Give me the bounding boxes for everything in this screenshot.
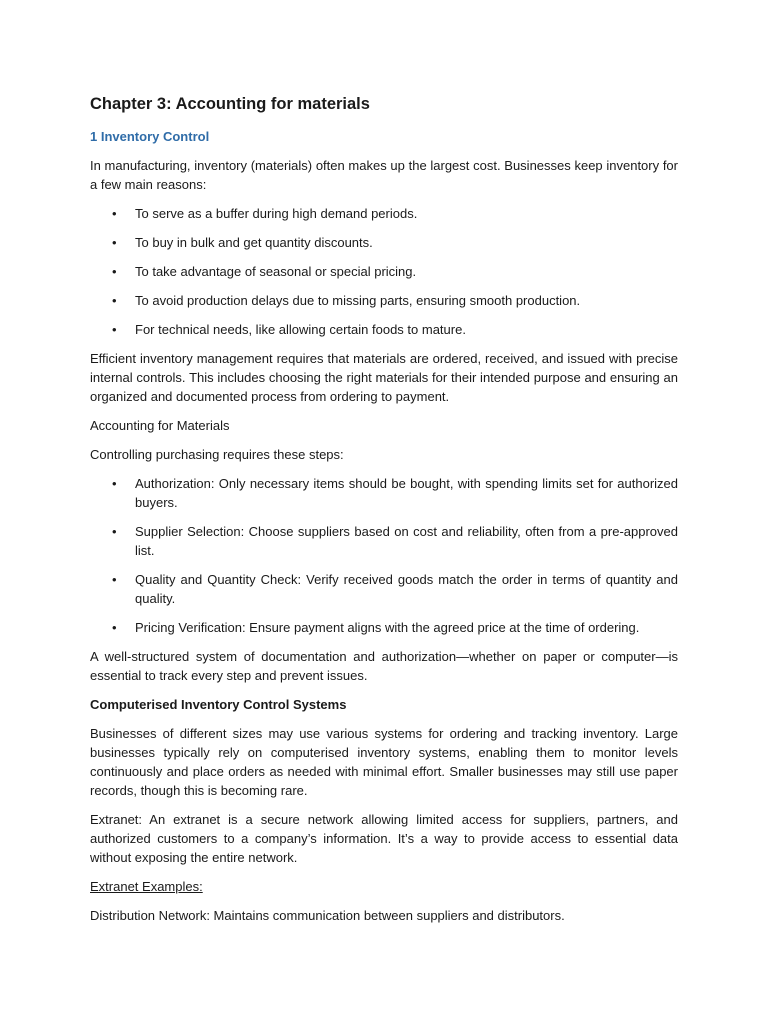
intro-paragraph: In manufacturing, inventory (materials) often makes up the largest cost. Businesses keep inventory for a few main reasons: <box>90 158 678 192</box>
bullet-icon: • <box>112 293 117 308</box>
list-item <box>90 522 678 560</box>
document-page <box>90 92 678 935</box>
extranet-examples-label: Extranet Examples: <box>90 879 203 894</box>
list-item-text: Pricing Verification: Ensure payment aligns with the agreed price at the time of ordering. <box>135 620 640 635</box>
list-item-text: To serve as a buffer during high demand periods. <box>135 206 418 221</box>
controlling-paragraph: Controlling purchasing requires these steps: <box>90 447 344 462</box>
list-item-text: To take advantage of seasonal or special pricing. <box>135 264 417 279</box>
list-item-text: Authorization: Only necessary items should be bought, with spending limits set for authorized buyers. <box>135 476 678 510</box>
bullet-icon: • <box>112 235 117 250</box>
list-item <box>90 618 678 637</box>
list-item-text: To avoid production delays due to missing parts, ensuring smooth production. <box>135 293 581 308</box>
list-item <box>90 204 678 223</box>
efficient-paragraph: Efficient inventory management requires that materials are ordered, received, and issued with precise internal controls. This includes choosing the right materials for their intended purpose and ensuring an organized and documented process from ordering to payment. <box>90 351 678 404</box>
extranet-paragraph: Extranet: An extranet is a secure network allowing limited access for suppliers, partners, and authorized customers to a company’s information. It’s a way to provide access to essential data without exposing the entire network. <box>90 812 678 865</box>
list-item-text: To buy in bulk and get quantity discounts. <box>135 235 373 250</box>
chapter-title: Chapter 3: Accounting for materials <box>90 95 370 113</box>
list-item <box>90 570 678 608</box>
list-item <box>90 233 678 252</box>
bullet-icon: • <box>112 524 117 539</box>
distribution-paragraph: Distribution Network: Maintains communication between suppliers and distributors. <box>90 908 565 923</box>
computerised-heading: Computerised Inventory Control Systems <box>90 697 347 712</box>
bullet-icon: • <box>112 206 117 221</box>
bullet-icon: • <box>112 572 117 587</box>
businesses-paragraph: Businesses of different sizes may use various systems for ordering and tracking inventory. Large businesses typically rely on computerised inventory systems, enabling them to monitor levels continuously and place orders as needed with minimal effort. Smaller businesses may still use paper records, though this is becoming rare. <box>90 726 678 798</box>
extranet-examples-heading <box>90 877 678 896</box>
list-item <box>90 474 678 512</box>
reasons-list <box>90 204 678 339</box>
list-item-text: Supplier Selection: Choose suppliers based on cost and reliability, often from a pre-approved list. <box>135 524 678 558</box>
list-item <box>90 262 678 281</box>
list-item <box>90 320 678 339</box>
bullet-icon: • <box>112 476 117 491</box>
list-item <box>90 291 678 310</box>
steps-list <box>90 474 678 637</box>
list-item-text: For technical needs, like allowing certain foods to mature. <box>135 322 466 337</box>
list-item-text: Quality and Quantity Check: Verify received goods match the order in terms of quantity and quality. <box>135 572 678 606</box>
bullet-icon: • <box>112 620 117 635</box>
documentation-paragraph: A well-structured system of documentation and authorization—whether on paper or computer—is essential to track every step and prevent issues. <box>90 649 678 683</box>
bullet-icon: • <box>112 322 117 337</box>
section-heading: 1 Inventory Control <box>90 129 210 144</box>
bullet-icon: • <box>112 264 117 279</box>
accounting-heading: Accounting for Materials <box>90 418 230 433</box>
